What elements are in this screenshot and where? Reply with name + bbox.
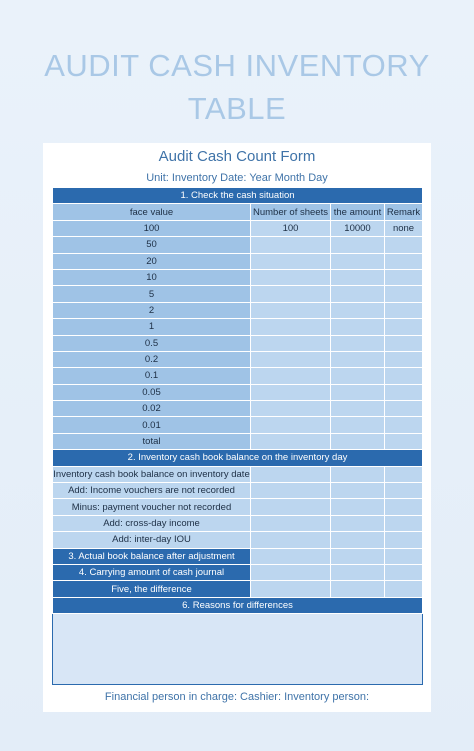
table-row	[53, 269, 423, 285]
value-cell[interactable]	[251, 483, 331, 499]
adjustment-row	[53, 466, 423, 482]
value-cell[interactable]	[251, 499, 331, 515]
value-cell[interactable]	[251, 466, 331, 482]
value-cell[interactable]	[385, 237, 423, 253]
value-cell[interactable]	[251, 351, 331, 367]
value-cell[interactable]	[385, 269, 423, 285]
value-cell[interactable]	[331, 564, 385, 580]
section-3-row	[53, 548, 423, 564]
face-value-cell: 10	[53, 269, 251, 285]
form-subtitle: Unit: Inventory Date: Year Month Day	[146, 172, 328, 184]
value-cell[interactable]	[251, 417, 331, 433]
face-value-cell: 0.01	[53, 417, 251, 433]
section-1-heading-row	[53, 188, 423, 204]
header-number-of-sheets: Number of sheets	[251, 204, 331, 220]
value-cell[interactable]	[251, 433, 331, 449]
value-cell[interactable]	[251, 302, 331, 318]
value-cell[interactable]	[385, 302, 423, 318]
value-cell[interactable]	[331, 286, 385, 302]
face-value-cell: 50	[53, 237, 251, 253]
page-title	[0, 44, 474, 130]
table-row	[53, 401, 423, 417]
face-value-cell: 0.1	[53, 368, 251, 384]
value-cell[interactable]	[331, 384, 385, 400]
cash-count-table	[52, 187, 423, 685]
face-value-cell: 0.05	[53, 384, 251, 400]
value-cell[interactable]	[331, 581, 385, 597]
value-cell[interactable]	[251, 532, 331, 548]
header-remark: Remark	[385, 204, 423, 220]
value-cell[interactable]	[251, 564, 331, 580]
table-row	[53, 302, 423, 318]
section-1-heading: 1. Check the cash situation	[53, 188, 423, 204]
table-row	[53, 253, 423, 269]
adjustment-row	[53, 532, 423, 548]
page-title-line-1: AUDIT CASH INVENTORY	[44, 48, 430, 83]
reasons-text-area[interactable]	[53, 614, 423, 685]
value-cell[interactable]	[385, 483, 423, 499]
section-2-heading-row	[53, 450, 423, 466]
value-cell[interactable]	[385, 335, 423, 351]
value-cell[interactable]	[331, 237, 385, 253]
value-cell[interactable]	[331, 548, 385, 564]
value-cell[interactable]	[251, 515, 331, 531]
section-6-heading-row	[53, 597, 423, 613]
value-cell[interactable]	[385, 581, 423, 597]
face-value-cell: total	[53, 433, 251, 449]
table-row	[53, 220, 423, 236]
value-cell[interactable]	[331, 483, 385, 499]
value-cell[interactable]	[385, 532, 423, 548]
value-cell[interactable]	[385, 253, 423, 269]
table-row	[53, 368, 423, 384]
page-title-line-2: TABLE	[187, 91, 287, 126]
value-cell[interactable]	[385, 368, 423, 384]
face-value-cell: 100	[53, 220, 251, 236]
adjustment-label: Inventory cash book balance on inventory date	[53, 466, 251, 482]
value-cell[interactable]	[331, 466, 385, 482]
adjustment-row	[53, 499, 423, 515]
face-value-cell: 20	[53, 253, 251, 269]
value-cell[interactable]	[385, 515, 423, 531]
face-value-cell: 0.5	[53, 335, 251, 351]
value-cell[interactable]	[251, 253, 331, 269]
value-cell[interactable]	[385, 433, 423, 449]
adjustment-row	[53, 515, 423, 531]
adjustment-label: Add: inter-day IOU	[53, 532, 251, 548]
value-cell[interactable]	[385, 319, 423, 335]
section-5-label: Five, the difference	[53, 581, 251, 597]
reasons-area-row	[53, 614, 423, 685]
value-cell[interactable]	[331, 515, 385, 531]
section-2-heading: 2. Inventory cash book balance on the inventory day	[53, 450, 423, 466]
adjustment-row	[53, 483, 423, 499]
value-cell[interactable]	[385, 384, 423, 400]
value-cell[interactable]	[331, 417, 385, 433]
value-cell[interactable]	[331, 401, 385, 417]
value-cell[interactable]	[331, 269, 385, 285]
value-cell[interactable]	[331, 368, 385, 384]
value-cell[interactable]	[385, 401, 423, 417]
table-row	[53, 384, 423, 400]
header-face-value: face value	[53, 204, 251, 220]
value-cell[interactable]	[251, 581, 331, 597]
header-amount: the amount	[331, 204, 385, 220]
table-row	[53, 335, 423, 351]
section-6-heading: 6. Reasons for differences	[53, 597, 423, 613]
adjustment-label: Add: cross-day income	[53, 515, 251, 531]
table-row	[53, 433, 423, 449]
amount-cell[interactable]: 10000	[331, 220, 385, 236]
value-cell[interactable]	[331, 253, 385, 269]
table-row	[53, 351, 423, 367]
table-row	[53, 417, 423, 433]
value-cell[interactable]	[385, 499, 423, 515]
value-cell[interactable]	[385, 466, 423, 482]
section-4-label: 4. Carrying amount of cash journal	[53, 564, 251, 580]
face-value-cell: 1	[53, 319, 251, 335]
remark-cell[interactable]: none	[385, 220, 423, 236]
value-cell[interactable]	[331, 319, 385, 335]
value-cell[interactable]	[331, 499, 385, 515]
value-cell[interactable]	[385, 564, 423, 580]
section-5-row	[53, 581, 423, 597]
table-row	[53, 286, 423, 302]
value-cell[interactable]	[385, 548, 423, 564]
face-value-cell: 0.02	[53, 401, 251, 417]
value-cell[interactable]	[251, 286, 331, 302]
value-cell[interactable]	[251, 384, 331, 400]
face-value-cell: 2	[53, 302, 251, 318]
value-cell[interactable]	[385, 417, 423, 433]
form-title: Audit Cash Count Form	[158, 148, 316, 165]
section-4-row	[53, 564, 423, 580]
value-cell[interactable]	[251, 401, 331, 417]
adjustment-label: Add: Income vouchers are not recorded	[53, 483, 251, 499]
face-value-cell: 0.2	[53, 351, 251, 367]
value-cell[interactable]	[251, 368, 331, 384]
value-cell[interactable]	[251, 335, 331, 351]
value-cell[interactable]	[251, 319, 331, 335]
value-cell[interactable]	[251, 548, 331, 564]
section-3-label: 3. Actual book balance after adjustment	[53, 548, 251, 564]
value-cell[interactable]	[331, 302, 385, 318]
table-row	[53, 319, 423, 335]
value-cell[interactable]	[385, 286, 423, 302]
table-row	[53, 237, 423, 253]
face-value-cell: 5	[53, 286, 251, 302]
value-cell[interactable]	[385, 351, 423, 367]
header-row	[53, 204, 423, 220]
value-cell[interactable]	[331, 433, 385, 449]
value-cell[interactable]	[331, 335, 385, 351]
sheets-cell[interactable]: 100	[251, 220, 331, 236]
value-cell[interactable]	[251, 237, 331, 253]
value-cell[interactable]	[331, 351, 385, 367]
form-footer: Financial person in charge: Cashier: Inventory person:	[104, 691, 370, 703]
value-cell[interactable]	[251, 269, 331, 285]
adjustment-label: Minus: payment voucher not recorded	[53, 499, 251, 515]
value-cell[interactable]	[331, 532, 385, 548]
